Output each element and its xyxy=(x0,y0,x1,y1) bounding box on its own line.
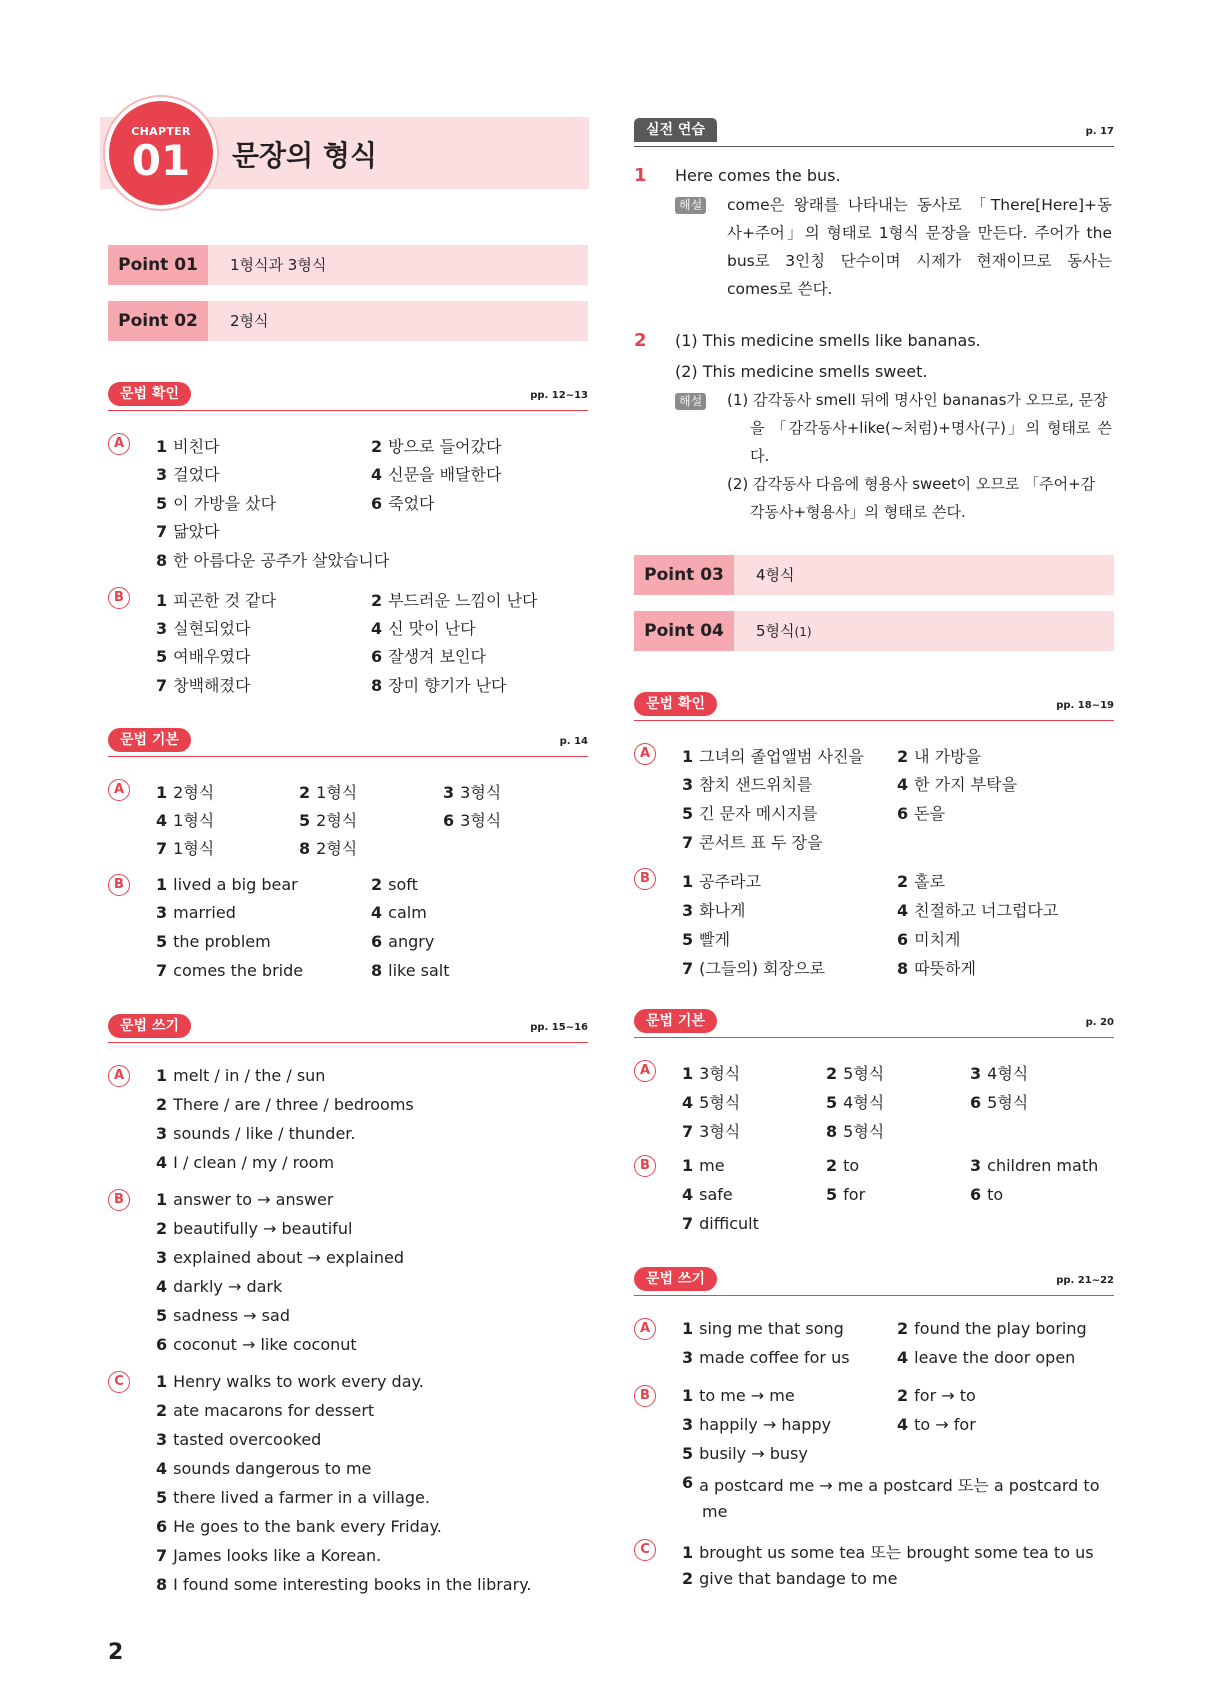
explanation-text: (1) 감각동사 smell 뒤에 명사인 bananas가 오므로, 문장 을 「감각동사+like(~처럼)+명사(구)」의 형태로 쓴다. (2) 감각동사 다음에 형용사 sweet이 오므로 「주어+감 각동사+형용사」의 형태로 쓴다. xyxy=(727,391,1112,521)
list-item: 2 There / are / three / bedrooms xyxy=(156,1095,414,1114)
section-header-grammar-basic xyxy=(634,1007,1114,1038)
list-item: 1 sing me that song xyxy=(682,1319,844,1338)
list-item: 7 1형식 xyxy=(156,839,215,858)
section-title: 문법 확인 xyxy=(634,692,717,716)
list-item: 7 James looks like a Korean. xyxy=(156,1546,382,1565)
section-header-grammar-check xyxy=(634,690,1114,721)
list-item: 7 3형식 xyxy=(682,1122,741,1141)
list-item: 3 참치 샌드위치를 xyxy=(682,775,813,794)
circled-letter-b: B xyxy=(634,868,656,890)
list-item: 2 give that bandage to me xyxy=(682,1569,898,1588)
list-item: 4 to → for xyxy=(897,1415,976,1434)
list-item: 4 I / clean / my / room xyxy=(156,1153,335,1172)
list-item: 3 화나게 xyxy=(682,901,746,920)
list-item: 7 (그들의) 회장으로 xyxy=(682,959,825,978)
point-tag: Point 03 xyxy=(634,555,734,595)
list-item: 2 부드러운 느낌이 난다 xyxy=(371,591,538,610)
list-item: 2 beautifully → beautiful xyxy=(156,1219,353,1238)
list-item: 6 미치게 xyxy=(897,930,961,949)
section-pages: pp. 21~22 xyxy=(1056,1275,1114,1286)
section-header-practice xyxy=(634,116,1114,147)
list-item: 1 3형식 xyxy=(682,1064,741,1083)
circled-letter-a: A xyxy=(634,1318,656,1340)
list-item: 2 5형식 xyxy=(826,1064,885,1083)
list-item: 6 a postcard me → me a postcard 또는 a postcard to xyxy=(682,1473,1100,1495)
list-item: 5 긴 문자 메시지를 xyxy=(682,804,818,823)
list-item: 2 found the play boring xyxy=(897,1319,1087,1338)
point-text: 5형식(1) xyxy=(756,622,812,640)
list-item: 8 장미 향기가 난다 xyxy=(371,676,507,695)
section-title: 실전 연습 xyxy=(634,118,717,142)
explanation-label: 해설 xyxy=(675,393,706,410)
list-item: 8 한 아름다운 공주가 살았습니다 xyxy=(156,551,390,570)
circled-letter-a: A xyxy=(108,779,130,801)
circled-letter-b: B xyxy=(634,1385,656,1407)
list-item: 6 돈을 xyxy=(897,804,946,823)
answer-text: (1) This medicine smells like bananas. xyxy=(675,331,981,350)
section-title: 문법 쓰기 xyxy=(108,1014,191,1038)
section-title: 문법 쓰기 xyxy=(634,1267,717,1291)
list-item: 5 2형식 xyxy=(299,811,358,830)
list-item: 3 4형식 xyxy=(970,1064,1029,1083)
list-item: 7 콘서트 표 두 장을 xyxy=(682,833,823,852)
question-number: 2 xyxy=(634,330,647,351)
list-item: 4 5형식 xyxy=(682,1093,741,1112)
section-header-grammar-check xyxy=(108,380,588,411)
list-item: 1 비친다 xyxy=(156,437,220,456)
list-item: 1 answer to → answer xyxy=(156,1190,334,1209)
circled-letter-b: B xyxy=(108,874,130,896)
list-item: 3 걸었다 xyxy=(156,465,220,484)
list-item: 4 1형식 xyxy=(156,811,215,830)
list-item: 2 soft xyxy=(371,875,418,894)
circled-letter-a: A xyxy=(108,433,130,455)
point-tag: Point 04 xyxy=(634,611,734,651)
list-item: 3 explained about → explained xyxy=(156,1248,405,1267)
list-item: 8 like salt xyxy=(371,961,450,980)
circled-letter-b: B xyxy=(108,587,130,609)
list-item: 1 그녀의 졸업앨범 사진을 xyxy=(682,747,864,766)
list-item: 8 2형식 xyxy=(299,839,358,858)
section-pages: pp. 18~19 xyxy=(1056,700,1114,711)
answer-text: Here comes the bus. xyxy=(675,166,841,185)
list-item: 4 sounds dangerous to me xyxy=(156,1459,372,1478)
list-item: 1 me xyxy=(682,1156,725,1175)
point-text: 4형식 xyxy=(756,566,795,584)
list-item: 6 angry xyxy=(371,932,435,951)
section-title: 문법 기본 xyxy=(108,728,191,752)
section-pages: pp. 12~13 xyxy=(530,390,588,401)
list-item: 3 3형식 xyxy=(443,783,502,802)
chapter-badge xyxy=(109,101,213,205)
answer-text: (2) This medicine smells sweet. xyxy=(675,362,928,381)
circled-letter-a: A xyxy=(634,1060,656,1082)
list-item: 4 safe xyxy=(682,1185,733,1204)
list-item: 2 홀로 xyxy=(897,872,946,891)
explanation-text: come은 왕래를 나타내는 동사로 「There[Here]+동 사+주어」의 형태로 1형식 문장을 만든다. 주어가 the bus로 3인칭 단수이며 시제가 현재이므로 동사는 comes로 쓴다. xyxy=(727,196,1112,298)
section-pages: p. 17 xyxy=(1085,126,1114,137)
list-item: 6 잘생겨 보인다 xyxy=(371,647,486,666)
list-item: 2 방으로 들어갔다 xyxy=(371,437,502,456)
section-header-grammar-writing xyxy=(634,1265,1114,1296)
point-04 xyxy=(634,611,1114,651)
point-03 xyxy=(634,555,1114,595)
list-item: 4 한 가지 부탁을 xyxy=(897,775,1018,794)
circled-letter-c: C xyxy=(634,1539,656,1561)
list-item: 4 친절하고 너그럽다고 xyxy=(897,901,1059,920)
point-tag: Point 01 xyxy=(108,245,208,285)
list-item: 6 He goes to the bank every Friday. xyxy=(156,1517,442,1536)
chapter-number: 01 xyxy=(131,136,191,185)
list-item: 7 comes the bride xyxy=(156,961,304,980)
list-item: 1 Henry walks to work every day. xyxy=(156,1372,424,1391)
circled-letter-c: C xyxy=(108,1371,130,1393)
list-item: 7 닮았다 xyxy=(156,522,220,541)
list-item: 4 신문을 배달한다 xyxy=(371,465,502,484)
list-item: 6 5형식 xyxy=(970,1093,1029,1112)
list-item: 3 sounds / like / thunder. xyxy=(156,1124,356,1143)
list-item: 4 calm xyxy=(371,903,427,922)
list-item: 4 신 맛이 난다 xyxy=(371,619,476,638)
list-item: 5 sadness → sad xyxy=(156,1306,290,1325)
list-item: 3 실현되었다 xyxy=(156,619,251,638)
list-item: 8 I found some interesting books in the library. xyxy=(156,1575,532,1594)
list-item: 1 lived a big bear xyxy=(156,875,298,894)
list-item: 8 따뜻하게 xyxy=(897,959,976,978)
list-item: 3 tasted overcooked xyxy=(156,1430,322,1449)
list-item: 2 내 가방을 xyxy=(897,747,982,766)
section-pages: p. 20 xyxy=(1085,1017,1114,1028)
section-header-grammar-basic xyxy=(108,726,588,757)
circled-letter-b: B xyxy=(634,1155,656,1177)
page-number: 2 xyxy=(108,1640,124,1665)
list-item: 6 to xyxy=(970,1185,1004,1204)
chapter-title: 문장의 형식 xyxy=(232,139,377,172)
section-title: 문법 기본 xyxy=(634,1009,717,1033)
point-tag: Point 02 xyxy=(108,301,208,341)
list-item: 2 ate macarons for dessert xyxy=(156,1401,375,1420)
circled-letter-a: A xyxy=(634,743,656,765)
point-02 xyxy=(108,301,588,341)
explanation-label: 해설 xyxy=(675,197,706,214)
list-item: 2 to xyxy=(826,1156,860,1175)
list-item: 5 for xyxy=(826,1185,866,1204)
section-pages: pp. 15~16 xyxy=(530,1022,588,1033)
list-item: 4 darkly → dark xyxy=(156,1277,283,1296)
circled-letter-b: B xyxy=(108,1189,130,1211)
list-item: 6 죽었다 xyxy=(371,494,435,513)
list-item: 3 happily → happy xyxy=(682,1415,832,1434)
list-item: 6 3형식 xyxy=(443,811,502,830)
list-item: 4 leave the door open xyxy=(897,1348,1076,1367)
question-number: 1 xyxy=(634,165,647,186)
list-item: 1 melt / in / the / sun xyxy=(156,1066,326,1085)
list-item-continuation: me xyxy=(702,1502,728,1521)
section-title: 문법 확인 xyxy=(108,382,191,406)
section-pages: p. 14 xyxy=(559,736,588,747)
list-item: 6 coconut → like coconut xyxy=(156,1335,357,1354)
list-item: 3 children math xyxy=(970,1156,1099,1175)
list-item: 5 4형식 xyxy=(826,1093,885,1112)
point-text: 2형식 xyxy=(230,312,269,330)
list-item: 1 공주라고 xyxy=(682,872,761,891)
list-item: 8 5형식 xyxy=(826,1122,885,1141)
section-header-grammar-writing xyxy=(108,1012,588,1043)
list-item: 3 married xyxy=(156,903,236,922)
list-item: 1 to me → me xyxy=(682,1386,795,1405)
list-item: 1 brought us some tea 또는 brought some tea to us xyxy=(682,1543,1094,1562)
list-item: 5 이 가방을 샀다 xyxy=(156,494,277,513)
point-01 xyxy=(108,245,588,285)
list-item: 5 여배우였다 xyxy=(156,647,251,666)
list-item: 1 2형식 xyxy=(156,783,215,802)
list-item: 7 difficult xyxy=(682,1214,759,1233)
chapter-label: CHAPTER xyxy=(131,125,191,138)
list-item: 1 피곤한 것 같다 xyxy=(156,591,277,610)
point-text: 1형식과 3형식 xyxy=(230,256,327,274)
list-item: 5 there lived a farmer in a village. xyxy=(156,1488,430,1507)
list-item: 2 1형식 xyxy=(299,783,358,802)
circled-letter-a: A xyxy=(108,1065,130,1087)
list-item: 5 빨게 xyxy=(682,930,731,949)
list-item: 2 for → to xyxy=(897,1386,976,1405)
list-item: 3 made coffee for us xyxy=(682,1348,850,1367)
list-item: 5 busily → busy xyxy=(682,1444,808,1463)
list-item: 5 the problem xyxy=(156,932,271,951)
list-item: 7 창백해졌다 xyxy=(156,676,251,695)
